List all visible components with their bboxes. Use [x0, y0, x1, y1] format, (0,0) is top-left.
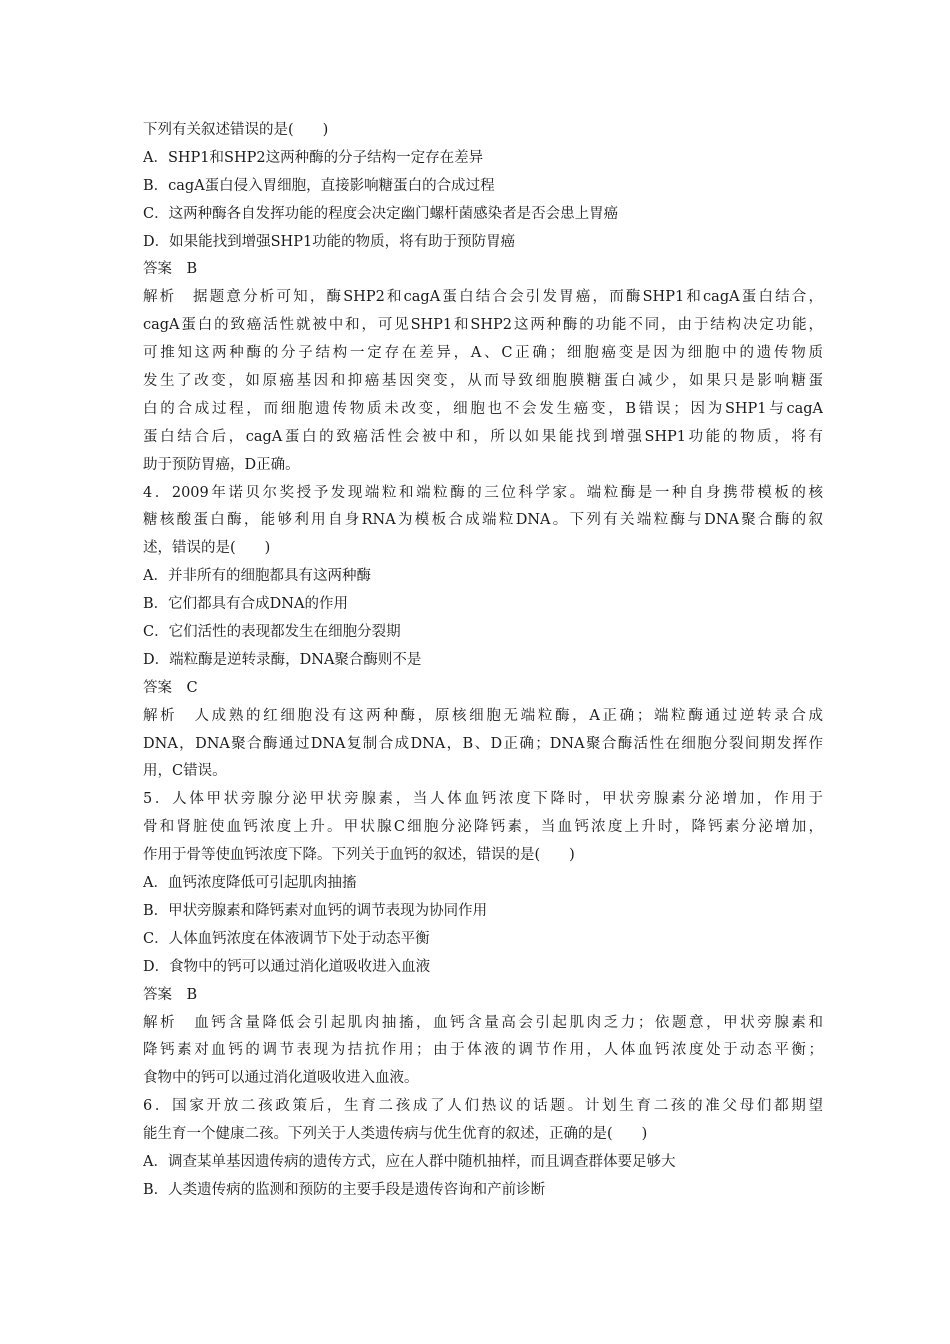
q3-option-d: D．如果能找到增强SHP1功能的物质，将有助于预防胃癌	[143, 233, 516, 250]
q4-option-a: A．并非所有的细胞都具有这两种酶	[143, 568, 371, 585]
q4-analysis-line: 解析 人成熟的红细胞没有这两种酶，原核细胞无端粒酶，A正确；端粒酶通过逆转录合成	[143, 707, 823, 724]
q3-option-b: B．cagA蛋白侵入胃细胞，直接影响糖蛋白的合成过程	[143, 177, 495, 194]
q6-stem-line: 6．国家开放二孩政策后，生育二孩成了人们热议的话题。计划生育二孩的准父母们都期望	[143, 1098, 823, 1115]
q5-stem-line: 作用于骨等使血钙浓度下降。下列关于血钙的叙述，错误的是( )	[143, 847, 575, 864]
q3-analysis-line: 发生了改变，如原癌基因和抑癌基因突变，从而导致细胞膜糖蛋白减少，如果只是影响糖蛋	[143, 373, 823, 390]
q5-option-b: B．甲状旁腺素和降钙素对血钙的调节表现为协同作用	[143, 902, 488, 919]
q3-analysis-line: 可推知这两种酶的分子结构一定存在差异，A、C正确；细胞癌变是因为细胞中的遗传物质	[143, 345, 823, 362]
q4-option-d: D．端粒酶是逆转录酶，DNA聚合酶则不是	[143, 651, 422, 668]
q3-option-a: A．SHP1和SHP2这两种酶的分子结构一定存在差异	[143, 149, 484, 166]
q3-analysis-line: 白的合成过程，而细胞遗传物质未改变，细胞也不会发生癌变，B错误；因为SHP1与cagA	[143, 400, 823, 417]
q4-stem-line: 述，错误的是( )	[143, 540, 271, 557]
q5-option-c: C．人体血钙浓度在体液调节下处于动态平衡	[143, 930, 430, 947]
q4-stem-line: 糖核酸蛋白酶，能够利用自身RNA为模板合成端粒DNA。下列有关端粒酶与DNA聚合酶的叙	[143, 512, 823, 529]
q4-answer: 答案 C	[143, 679, 198, 696]
q5-analysis-line: 食物中的钙可以通过消化道吸收进入血液。	[143, 1070, 419, 1087]
q3-analysis-line: 助于预防胃癌，D正确。	[143, 456, 300, 473]
q3-option-c: C．这两种酶各自发挥功能的程度会决定幽门螺杆菌感染者是否会患上胃癌	[143, 205, 619, 222]
q4-option-c: C．它们活性的表现都发生在细胞分裂期	[143, 624, 401, 641]
q3-analysis-line: 蛋白结合后，cagA蛋白的致癌活性会被中和，所以如果能找到增强SHP1功能的物质，将有	[143, 428, 823, 445]
q5-stem-line: 骨和肾脏使血钙浓度上升。甲状腺C细胞分泌降钙素，当血钙浓度上升时，降钙素分泌增加，	[143, 819, 823, 836]
q6-stem-line: 能生育一个健康二孩。下列关于人类遗传病与优生优育的叙述，正确的是( )	[143, 1126, 648, 1143]
q3-analysis-line: cagA蛋白的致癌活性就被中和，可见SHP1和SHP2这两种酶的功能不同，由于结构决定功能，	[143, 317, 823, 334]
q4-stem-line: 4．2009年诺贝尔奖授予发现端粒和端粒酶的三位科学家。端粒酶是一种自身携带模板的核	[143, 484, 823, 501]
q4-analysis-line: 用，C错误。	[143, 763, 227, 780]
q6-option-b: B．人类遗传病的监测和预防的主要手段是遗传咨询和产前诊断	[143, 1181, 546, 1198]
q3-analysis-line: 解析 据题意分析可知，酶SHP2和cagA蛋白结合会引发胃癌，而酶SHP1和cagA蛋白结合，	[143, 289, 823, 306]
q5-option-d: D．食物中的钙可以通过消化道吸收进入血液	[143, 958, 431, 975]
q3-answer: 答案 B	[143, 261, 198, 278]
q5-answer: 答案 B	[143, 986, 198, 1003]
q4-option-b: B．它们都具有合成DNA的作用	[143, 596, 348, 613]
q5-analysis-line: 解析 血钙含量降低会引起肌肉抽搐，血钙含量高会引起肌肉乏力；依题意，甲状旁腺素和	[143, 1014, 823, 1031]
q4-analysis-line: DNA，DNA聚合酶通过DNA复制合成DNA，B、D正确；DNA聚合酶活性在细胞分裂间期发挥作	[143, 735, 823, 752]
q5-stem-line: 5．人体甲状旁腺分泌甲状旁腺素，当人体血钙浓度下降时，甲状旁腺素分泌增加，作用于	[143, 791, 823, 808]
document-body	[143, 117, 823, 1205]
q6-option-a: A．调查某单基因遗传病的遗传方式，应在人群中随机抽样，而且调查群体要足够大	[143, 1153, 676, 1170]
q3-stem: 下列有关叙述错误的是( )	[143, 122, 329, 138]
q5-analysis-line: 降钙素对血钙的调节表现为拮抗作用；由于体液的调节作用，人体血钙浓度处于动态平衡；	[143, 1042, 823, 1059]
q5-option-a: A．血钙浓度降低可引起肌肉抽搐	[143, 875, 357, 892]
